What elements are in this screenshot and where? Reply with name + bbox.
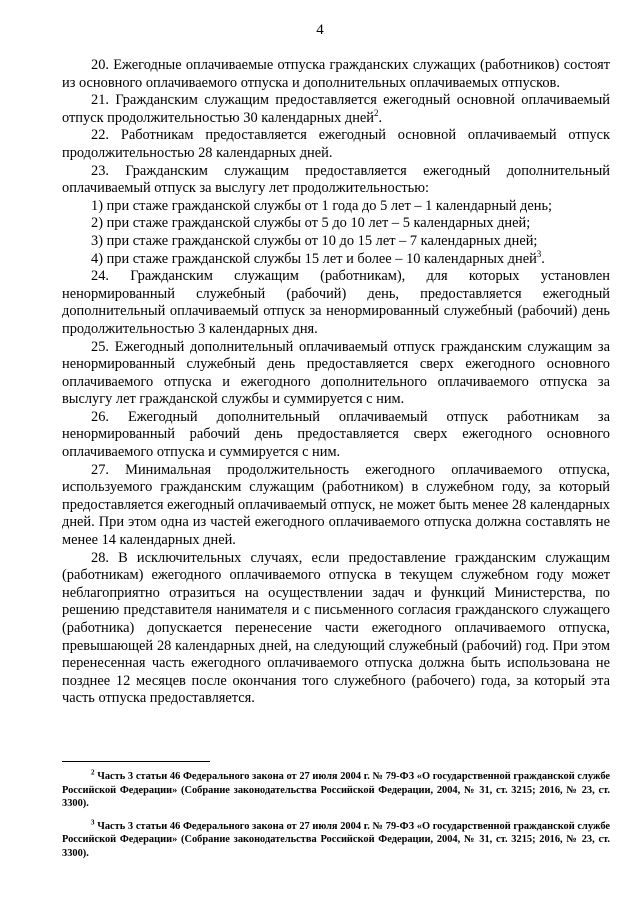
paragraph-23: 23. Гражданским служащим предоставляется ежегодный дополнительный оплачиваемый отпуск за выслугу лет продолжительностью: <box>62 162 610 197</box>
footnote-ref-3[interactable]: 3 <box>536 248 542 259</box>
paragraph-22: 22. Работникам предоставляется ежегодный основной оплачиваемый отпуск продолжительностью 28 календарных дней. <box>62 127 610 161</box>
paragraph-25: 25. Ежегодный дополнительный оплачиваемый отпуск гражданским служащим за ненормированный служебный день предоставляется сверх ежегодного основного оплачиваемого отпуска и ежегодного дополнительного оплачиваемого отпуска за выслугу лет гражданской службы и суммируется с ним. <box>62 338 610 408</box>
paragraph-23-item-4: 4) при стаже гражданской службы 15 лет и более – 10 календарных дней$^3$. <box>91 248 545 267</box>
paragraph-24: 24. Гражданским служащим (работникам), для которых установлен ненормированный служебный (рабочий) день, предоставляется ежегодный дополнительный оплачиваемый отпуск за ненормированный служебный (рабочий) день продолжительностью 3 календарных дня. <box>62 268 610 337</box>
footnotes <box>62 770 610 870</box>
paragraph-21-text: 21. Гражданским служащим предоставляется ежегодный основной оплачиваемый отпуск продолжительностью 30 календарных дней <box>62 92 610 126</box>
footnote-text: Часть 3 статьи 46 Федерального закона от 27 июля 2004 г. № 79-ФЗ «О государственной гражданской службе Российской Федерации» (Собрание законодательства Российской Федерации, 2004, № 31, ст. 3215; 2016, № 23, ст. 3300). <box>62 771 610 810</box>
paragraph-27: 27. Минимальная продолжительность ежегодного оплачиваемого отпуска, используемого гражданским служащим (работником) в служебном году, за который предоставляется ежегодный оплачиваемый отпуск, не может быть менее 28 календарных дней. При этом одна из частей ежегодного оплачиваемого отпуска должна составлять не менее 14 календарных дней. <box>62 461 610 549</box>
footnote-ref-2[interactable]: 2 <box>373 107 379 118</box>
paragraph-23-item-1: 1) при стаже гражданской службы от 1 года до 5 лет – 1 календарный день; <box>91 197 553 214</box>
footnote-text: Часть 3 статьи 46 Федерального закона от 27 июля 2004 г. № 79-ФЗ «О государственной гражданской службе Российской Федерации» (Собрание законодательства Российской Федерации, 2004, № 31, ст. 3215; 2016, № 23, ст. 3300). <box>62 820 610 859</box>
paragraph-21: 21. Гражданским служащим предоставляется ежегодный основной оплачиваемый отпуск продолжительностью 30 календарных дней$^2$. <box>62 92 610 126</box>
footnote-separator <box>62 761 210 762</box>
footnote-mark: 3 <box>91 818 95 827</box>
page-number: 4 <box>316 22 324 38</box>
paragraph-20: 20. Ежегодные оплачиваемые отпуска гражданских служащих (работников) состоят из основного оплачиваемого отпуска и дополнительных оплачиваемых отпусков. <box>62 57 610 91</box>
paragraph-23-item-3: 3) при стаже гражданской службы от 10 до 15 лет – 7 календарных дней; <box>91 232 538 249</box>
footnote-3 <box>62 820 610 861</box>
paragraph-28: 28. В исключительных случаях, если предоставление гражданским служащим (работникам) ежегодного оплачиваемого отпуска в текущем служебном году может неблагоприятно отразиться на осуществлении задач и функций Министерства, по решению представителя нанимателя и с письменного согласия гражданского служащего (работника) допускается перенесение части ежегодного оплачиваемого отпуска, превышающей 28 календарных дней, на следующий служебный (рабочий) год. При этом перенесенная часть ежегодного оплачиваемого отпуска должна быть использована не позднее 12 месяцев после окончания того служебного (рабочего) года, за который эта часть отпуска предоставляется. <box>62 549 610 707</box>
paragraph-26: 26. Ежегодный дополнительный оплачиваемый отпуск работникам за ненормированный рабочий день предоставляется сверх ежегодного основного оплачиваемого отпуска и суммируется с ним. <box>62 408 610 461</box>
document-body <box>62 57 610 708</box>
footnote-2 <box>62 770 610 811</box>
footnote-mark: 2 <box>91 768 95 777</box>
paragraph-23-item-2: 2) при стаже гражданской службы от 5 до 10 лет – 5 календарных дней; <box>91 215 531 232</box>
